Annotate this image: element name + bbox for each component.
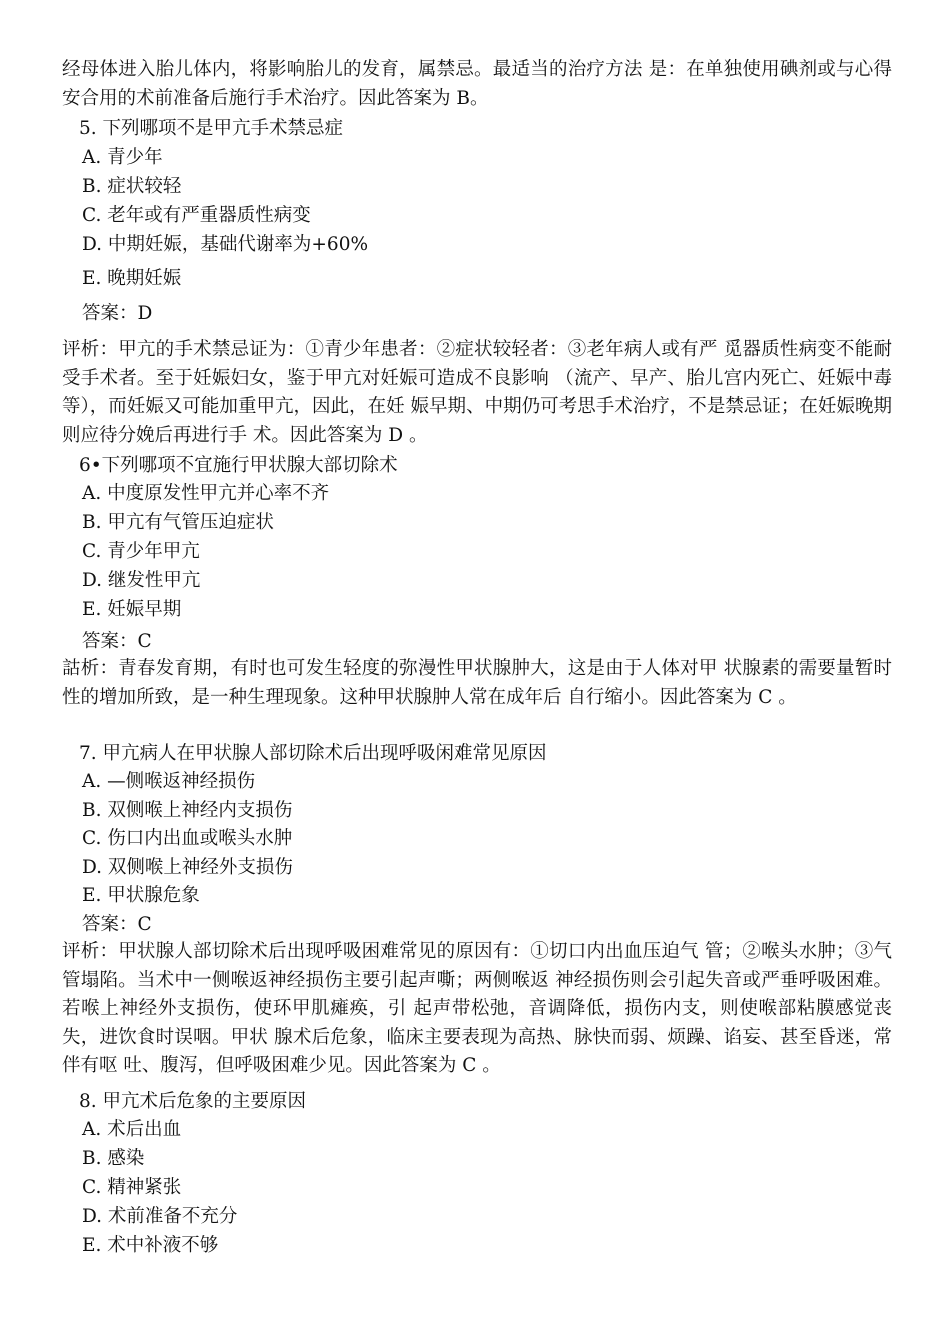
question-5-answer: 答案：D: [82, 303, 153, 324]
question-8-option-b: B. 感染: [82, 1148, 145, 1169]
question-7-option-e: E. 甲状腺危象: [82, 885, 200, 906]
question-6-option-b: B. 甲亢有气管压迫症状: [82, 512, 274, 533]
question-7-option-d: D. 双侧喉上神经外支损伤: [82, 857, 293, 878]
question-8-option-a: A. 术后出血: [82, 1119, 182, 1140]
question-6-analysis: 詁析：青春发育期，有时也可发生轻度的弥漫性甲状腺肿大，这是由于人体对甲 状腺素的需要量暂时性的增加所致，是一种生理现象。这种甲状腺肿人常在成年后 自行缩小。因此答案为 C 。: [62, 658, 892, 708]
question-7-analysis: 评析：甲状腺人部切除术后出现呼吸困难常见的原因有：①切口内出血压迫气 管；②喉头水肿；③气管塌陷。当术中一侧喉返神经损伤主要引起声嘶；两侧喉返 神经损伤则会引起失音或严垂呼吸困难。若喉上神经外支损伤，使环甲肌瘫痪，引 起声带松弛，音调降低，损伤内支，则使喉部粘膜感觉丧失，进饮食时误咽。甲状 腺术后危象，临床主要表现为高热、脉快而弱、烦躁、谄妄、甚至昏迷，常伴有呕 吐、腹泻，但呼吸困难少见。因此答案为 C 。: [62, 941, 892, 1076]
question-5-option-c: C. 老年或有严重器质性病变: [82, 205, 311, 226]
question-7-option-c: C. 伤口内出血或喉头水肿: [82, 828, 293, 849]
question-5-analysis: 评析：甲亢的手术禁忌证为：①青少年患者：②症状较轻者：③老年病人或有严 觅器质性病变不能耐受手术者。至于妊娠妇女，鉴于甲亢对妊娠可造成不良影响 （流产、早产、胎儿宫内死亡、妊娠中毒等），而妊娠又可能加重甲亢，因此，在妊 娠早期、中期仍可考思手术治疗，不是禁忌证；在妊娠晚期则应待分娩后再进行手 术。因此答案为 D 。: [62, 339, 892, 446]
question-7-answer: 答案：C: [82, 914, 152, 935]
question-6-option-c: C. 青少年甲亢: [82, 541, 200, 562]
question-5-option-b: B. 症状较轻: [82, 176, 182, 197]
question-5-option-e: E. 晚期妊娠: [82, 268, 182, 289]
question-5-option-a: A. 青少年: [82, 147, 163, 168]
question-5-stem: 5. 下列哪项不是甲亢手术禁忌症: [79, 118, 344, 139]
question-8-option-d: D. 术前准备不充分: [82, 1206, 238, 1227]
question-6-option-d: D. 继发性甲亢: [82, 570, 201, 591]
question-5-option-d: D. 中期妊娠，基础代谢率为+60%: [82, 234, 369, 255]
question-6-option-e: E. 妊娠早期: [82, 599, 182, 620]
question-8-option-e: E. 术中补液不够: [82, 1235, 219, 1256]
question-7-stem: 7. 甲亢病人在甲状腺人部切除术后出现呼吸闲难常见原因: [79, 743, 547, 764]
question-6-stem: 6•下列哪项不宜施行甲状腺大部切除术: [79, 455, 398, 476]
question-7-option-b: B. 双侧喉上神经内支损伤: [82, 800, 293, 821]
question-6-answer: 答案：C: [82, 631, 152, 652]
continuation-paragraph: 经母体进入胎儿体内，将影响胎儿的发育，属禁忌。最适当的治疗方法 是：在单独使用碘剂或与心得安合用的术前准备后施行手术治疗。因此答案为 B。: [62, 59, 892, 109]
question-6-option-a: A. 中度原发性甲亢并心率不齐: [82, 483, 330, 504]
question-8-stem: 8. 甲亢术后危象的主要原因: [79, 1091, 307, 1112]
question-8-option-c: C. 精神紧张: [82, 1177, 182, 1198]
question-7-option-a: A. —侧喉返神经损伤: [82, 771, 256, 792]
